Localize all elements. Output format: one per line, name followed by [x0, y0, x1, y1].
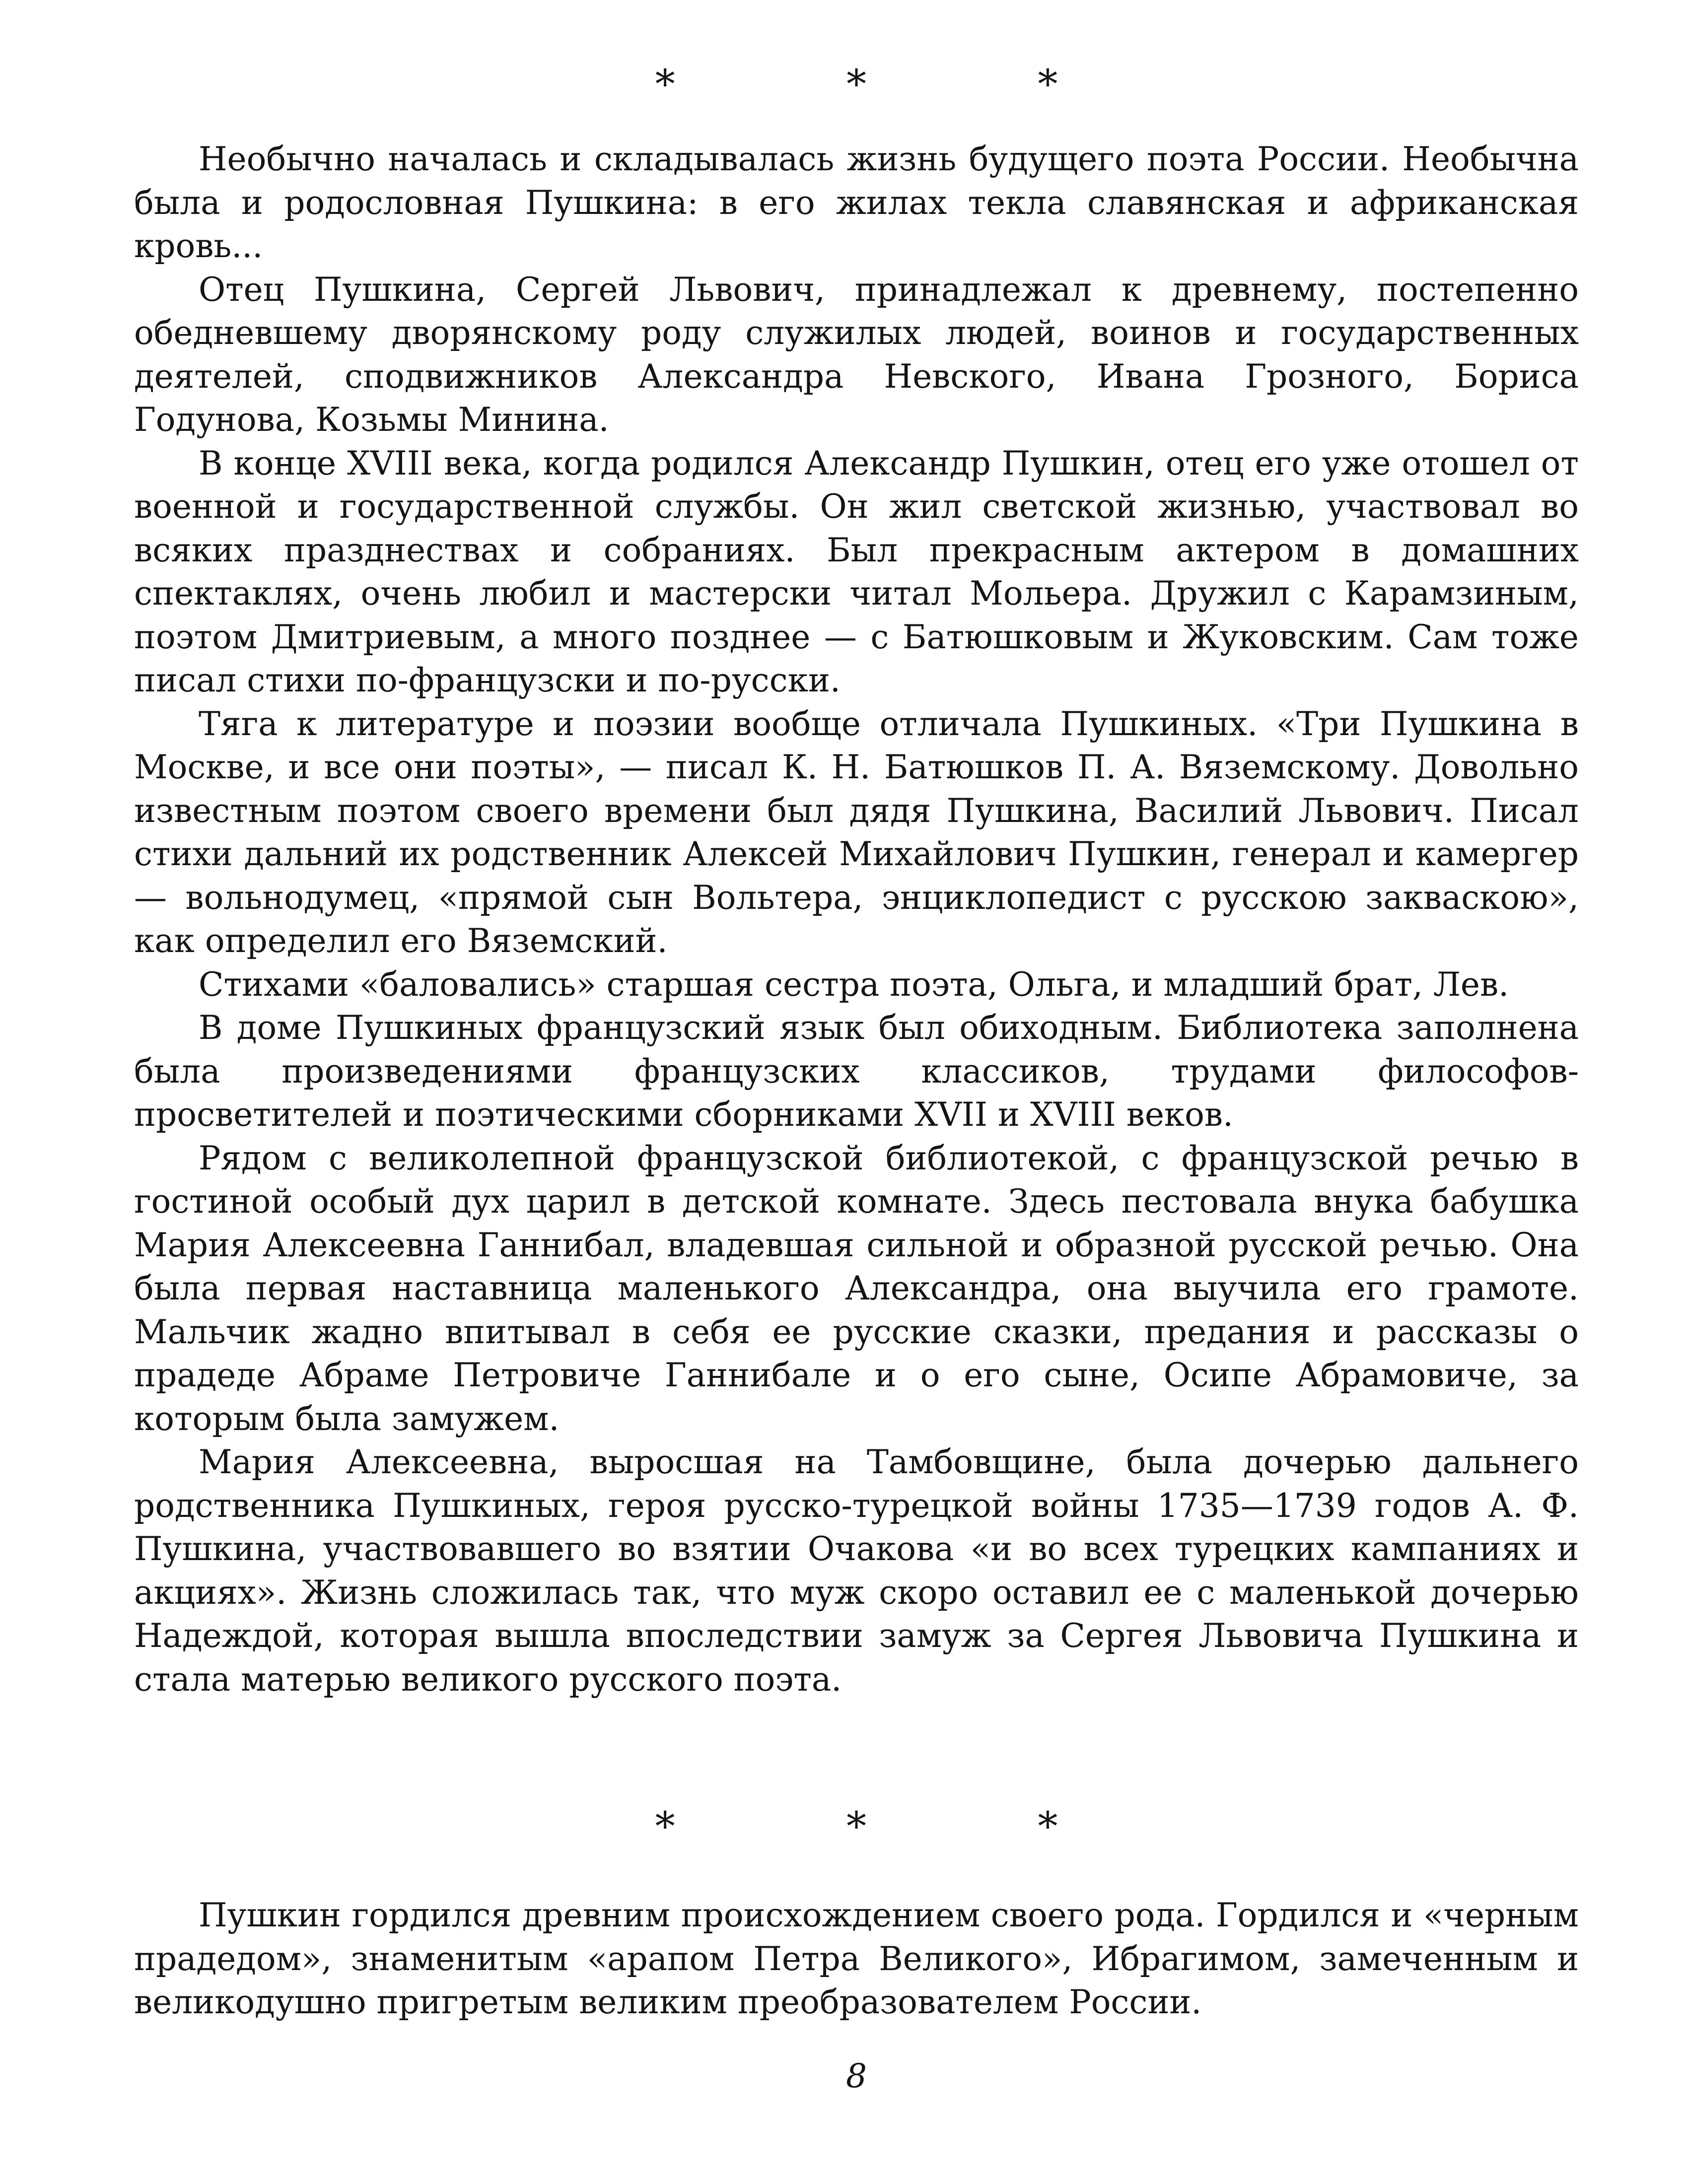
paragraph: Необычно началась и складывалась жизнь будущего поэта России. Необычна была и родословная Пушкина: в его жилах текла славянская и африканская кровь...	[134, 140, 1579, 265]
paragraph: Стихами «баловались» старшая сестра поэта, Ольга, и младший брат, Лев.	[199, 965, 1509, 1004]
section-separator-middle: * * *	[655, 1803, 1137, 1849]
paragraph: Тяга к литературе и поэзии вообще отличала Пушкиных. «Три Пушкина в Москве, и все они поэты», — писал К. Н. Батюшков П. А. Вяземскому. Довольно известным поэтом своего времени был дядя Пушкина, Василий Львович. Писал стихи дальний их родственник Алексей Михайлович Пушкин, генерал и камергер — вольнодумец, «прямой сын Вольтера, энциклопедист с русскою закваскою», как определил его Вяземский.	[134, 704, 1579, 960]
text-section-2	[134, 1894, 1579, 2024]
paragraph: Рядом с великолепной французской библиотекой, с французской речью в гостиной особый дух царил в детской комнате. Здесь пестовала внука бабушка Мария Алексеевна Ганнибал, владевшая сильной и образной русской речью. Она была первая наставница маленького Александра, она выучила его грамоте. Мальчик жадно впитывал в себя ее русские сказки, предания и рассказы о прадеде Абраме Петровиче Ганнибале и о его сыне, Осипе Абрамовиче, за которым была замужем.	[134, 1139, 1579, 1438]
text-section-1	[134, 137, 1579, 1701]
paragraph: Отец Пушкина, Сергей Львович, принадлежал к древнему, постепенно обедневшему дворянскому роду служилых людей, воинов и государственных деятелей, сподвижников Александра Невского, Ивана Грозного, Бориса Годунова, Козьмы Минина.	[134, 270, 1579, 439]
paragraph: Мария Алексеевна, выросшая на Тамбовщине, была дочерью дальнего родственника Пушкиных, героя русско-турецкой войны 1735—1739 годов А. Ф. Пушкина, участвовавшего во взятии Очакова «и во всех турецких кампаниях и акциях». Жизнь сложилась так, что муж скоро оставил ее с маленькой дочерью Надеждой, которая вышла впоследствии замуж за Сергея Львовича Пушкина и стала матерью великого русского поэта.	[134, 1443, 1579, 1699]
section-separator-top: * * *	[655, 61, 1137, 107]
paragraph: Пушкин гордился древним происхождением своего рода. Гордился и «черным прадедом», знаменитым «арапом Петра Великого», Ибрагимом, замеченным и великодушно пригретым великим преобразователем России.	[134, 1896, 1579, 2021]
paragraph: В конце XVIII века, когда родился Александр Пушкин, отец его уже отошел от военной и государственной службы. Он жил светской жизнью, участвовал во всяких празднествах и собраниях. Был прекрасным актером в домашних спектаклях, очень любил и мастерски читал Мольера. Дружил с Карамзиным, поэтом Дмитриевым, а много позднее — с Батюшковым и Жуковским. Сам тоже писал стихи по-французски и по-русски.	[134, 444, 1579, 699]
page-number: 8	[846, 2057, 867, 2095]
paragraph: В доме Пушкиных французский язык был обиходным. Библиотека заполнена была произведениями французских классиков, трудами философов-просветителей и поэтическими сборниками XVII и XVIII веков.	[134, 1009, 1579, 1134]
book-page	[134, 0, 1579, 2184]
